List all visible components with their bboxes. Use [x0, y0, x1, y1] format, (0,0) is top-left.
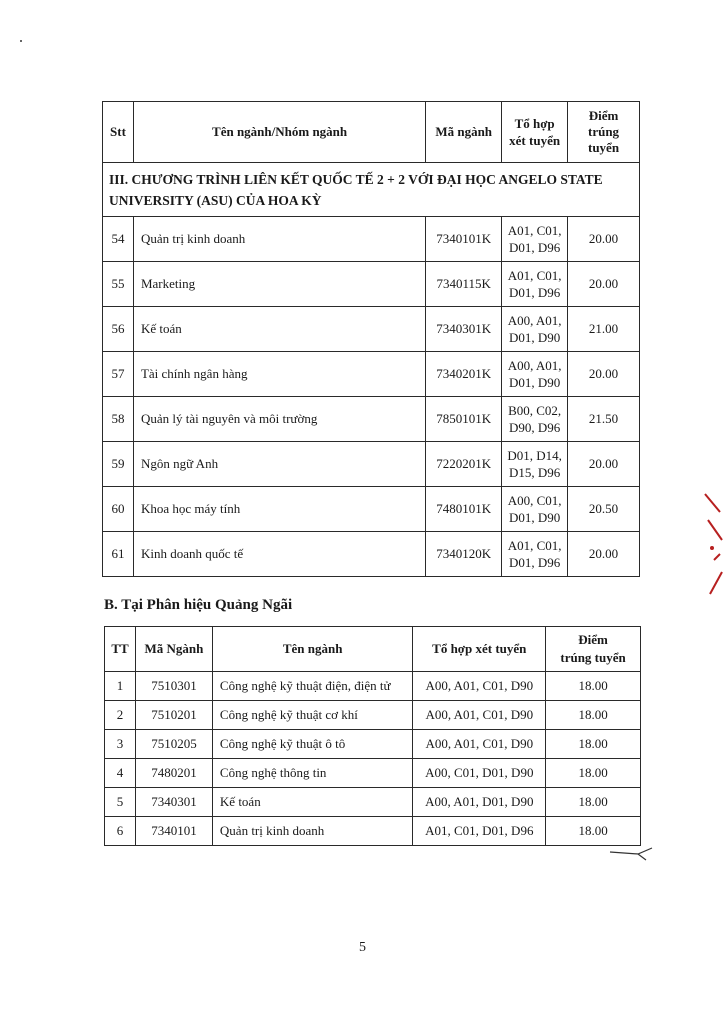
- combo-line: B00, C02,: [508, 403, 562, 418]
- cell-major-code: 7480101K: [426, 487, 502, 532]
- table-row: [103, 307, 640, 352]
- cell-subject-combo: [502, 217, 568, 262]
- cell-subject-combo: [502, 442, 568, 487]
- combo-line: D01, D90: [508, 510, 561, 525]
- cell-major-code: 7510201: [135, 701, 212, 730]
- table-row: [103, 532, 640, 577]
- table-row: [105, 730, 641, 759]
- cell-major-name: Quản lý tài nguyên và môi trường: [133, 397, 425, 442]
- table-header-row: [105, 627, 641, 672]
- header-score: [546, 627, 641, 672]
- cell-stt: 61: [103, 532, 134, 577]
- cell-subject-combo: [502, 352, 568, 397]
- combo-line: D01, D96: [508, 555, 561, 570]
- header-major-name: Tên ngành/Nhóm ngành: [133, 102, 425, 163]
- table-row: [103, 262, 640, 307]
- cell-subject-combo: A00, A01, C01, D90: [413, 701, 546, 730]
- cell-major-name: Khoa học máy tính: [133, 487, 425, 532]
- cell-score: 18.00: [546, 759, 641, 788]
- header-subject-combo: Tổ hợp xét tuyển: [413, 627, 546, 672]
- signature-mark: [700, 490, 725, 610]
- cell-score: 20.50: [568, 487, 640, 532]
- table-row: [103, 442, 640, 487]
- cell-major-name: Tài chính ngân hàng: [133, 352, 425, 397]
- cell-stt: 58: [103, 397, 134, 442]
- combo-line: A01, C01,: [507, 538, 562, 553]
- table-row: [103, 352, 640, 397]
- header-major-name: Tên ngành: [212, 627, 413, 672]
- cell-major-code: 7340101: [135, 817, 212, 846]
- cell-score: 18.00: [546, 701, 641, 730]
- cell-major-name: Quản trị kinh doanh: [212, 817, 413, 846]
- cell-subject-combo: [502, 262, 568, 307]
- header-subject-combo: [502, 102, 568, 163]
- cell-subject-combo: A00, A01, C01, D90: [413, 672, 546, 701]
- header-score-line: trúng: [588, 124, 620, 139]
- section-row: [103, 163, 640, 217]
- cell-subject-combo: A00, A01, D01, D90: [413, 788, 546, 817]
- cell-stt: 55: [103, 262, 134, 307]
- cell-score: 20.00: [568, 262, 640, 307]
- cell-major-code: 7220201K: [426, 442, 502, 487]
- cell-major-code: 7340120K: [426, 532, 502, 577]
- header-major-code: Mã Ngành: [135, 627, 212, 672]
- header-tt: TT: [105, 627, 136, 672]
- table-row: [105, 672, 641, 701]
- admission-table-quang-ngai: [104, 626, 641, 846]
- cell-major-code: 7340301: [135, 788, 212, 817]
- combo-line: D01, D90: [508, 375, 561, 390]
- combo-line: D15, D96: [508, 465, 561, 480]
- combo-line: D01, D96: [508, 240, 561, 255]
- header-score: [568, 102, 640, 163]
- cell-score: 20.00: [568, 442, 640, 487]
- table-row: [105, 788, 641, 817]
- combo-line: A00, A01,: [507, 358, 562, 373]
- section-title-line: III. CHƯƠNG TRÌNH LIÊN KẾT QUỐC TẾ 2 + 2 VỚI ĐẠI HỌC ANGELO STATE: [109, 171, 603, 187]
- header-score-line: tuyển: [588, 140, 620, 155]
- section-title: [103, 163, 640, 217]
- table-row: [103, 397, 640, 442]
- section-subtitle: B. Tại Phân hiệu Quảng Ngãi: [104, 597, 293, 613]
- cell-score: 20.00: [568, 217, 640, 262]
- handwritten-tick-mark: [608, 846, 658, 862]
- admission-table-asu: [102, 101, 640, 577]
- cell-tt: 3: [105, 730, 136, 759]
- combo-line: D01, D14,: [507, 448, 562, 463]
- cell-major-name: Quản trị kinh doanh: [133, 217, 425, 262]
- combo-line: A00, C01,: [507, 493, 562, 508]
- cell-score: 18.00: [546, 788, 641, 817]
- cell-score: 21.00: [568, 307, 640, 352]
- cell-stt: 56: [103, 307, 134, 352]
- cell-subject-combo: A00, A01, C01, D90: [413, 730, 546, 759]
- cell-major-code: 7340115K: [426, 262, 502, 307]
- cell-score: 21.50: [568, 397, 640, 442]
- table-row: [105, 759, 641, 788]
- combo-line: D01, D96: [508, 285, 561, 300]
- cell-stt: 59: [103, 442, 134, 487]
- combo-line: A01, C01,: [507, 223, 562, 238]
- section-title-line: UNIVERSITY (ASU) CỦA HOA KỲ: [109, 192, 322, 208]
- cell-subject-combo: A01, C01, D01, D96: [413, 817, 546, 846]
- cell-major-name: Công nghệ kỹ thuật điện, điện tử: [212, 672, 413, 701]
- cell-major-code: 7510301: [135, 672, 212, 701]
- cell-tt: 5: [105, 788, 136, 817]
- cell-subject-combo: [502, 532, 568, 577]
- table-row: [103, 487, 640, 532]
- combo-line: D01, D90: [508, 330, 561, 345]
- cell-subject-combo: [502, 487, 568, 532]
- cell-subject-combo: [502, 307, 568, 352]
- header-score-line: Điểm: [588, 108, 619, 123]
- cell-stt: 60: [103, 487, 134, 532]
- scan-dot: [20, 40, 22, 42]
- cell-major-code: 7340301K: [426, 307, 502, 352]
- cell-major-name: Công nghệ thông tin: [212, 759, 413, 788]
- cell-score: 20.00: [568, 532, 640, 577]
- cell-tt: 2: [105, 701, 136, 730]
- cell-score: 18.00: [546, 672, 641, 701]
- combo-line: A00, A01,: [507, 313, 562, 328]
- page-number: 5: [359, 940, 366, 955]
- cell-tt: 6: [105, 817, 136, 846]
- header-combo-line: xét tuyển: [509, 133, 561, 148]
- cell-score: 18.00: [546, 817, 641, 846]
- cell-tt: 1: [105, 672, 136, 701]
- cell-stt: 57: [103, 352, 134, 397]
- cell-score: 18.00: [546, 730, 641, 759]
- cell-major-name: Kế toán: [133, 307, 425, 352]
- cell-major-name: Marketing: [133, 262, 425, 307]
- cell-major-name: Ngôn ngữ Anh: [133, 442, 425, 487]
- table-row: [103, 217, 640, 262]
- table-row: [105, 701, 641, 730]
- cell-major-code: 7850101K: [426, 397, 502, 442]
- header-major-code: Mã ngành: [426, 102, 502, 163]
- cell-major-name: Kinh doanh quốc tế: [133, 532, 425, 577]
- cell-major-code: 7340101K: [426, 217, 502, 262]
- cell-subject-combo: A00, C01, D01, D90: [413, 759, 546, 788]
- cell-major-code: 7510205: [135, 730, 212, 759]
- table-header-row: [103, 102, 640, 163]
- header-stt: Stt: [103, 102, 134, 163]
- cell-subject-combo: [502, 397, 568, 442]
- header-score-line: trúng tuyển: [560, 650, 626, 665]
- header-score-line: Điểm: [578, 632, 608, 647]
- cell-major-code: 7340201K: [426, 352, 502, 397]
- combo-line: A01, C01,: [507, 268, 562, 283]
- cell-score: 20.00: [568, 352, 640, 397]
- combo-line: D90, D96: [508, 420, 561, 435]
- cell-major-code: 7480201: [135, 759, 212, 788]
- cell-major-name: Công nghệ kỹ thuật ô tô: [212, 730, 413, 759]
- cell-major-name: Công nghệ kỹ thuật cơ khí: [212, 701, 413, 730]
- cell-stt: 54: [103, 217, 134, 262]
- cell-tt: 4: [105, 759, 136, 788]
- cell-major-name: Kế toán: [212, 788, 413, 817]
- header-combo-line: Tổ hợp: [514, 116, 555, 131]
- table-row: [105, 817, 641, 846]
